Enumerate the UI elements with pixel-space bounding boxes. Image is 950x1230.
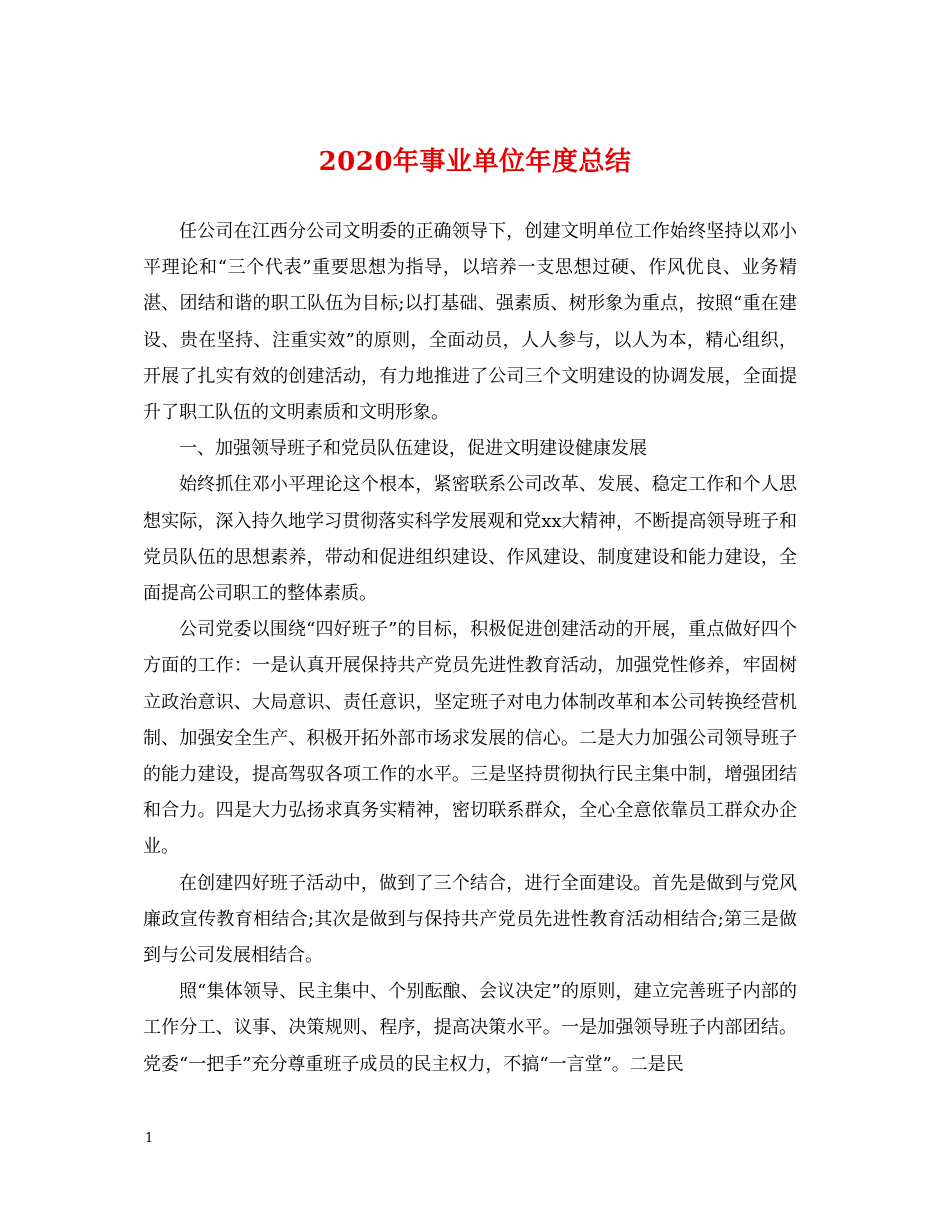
paragraph-theory-study: 始终抓住邓小平理论这个根本，紧密联系公司改革、发展、稳定工作和个人思想实际，深入持久地学习贯彻落实科学发展观和党xx大精神，不断提高领导班子和党员队伍的思想素养，带动和促进组织建设、作风建设、制度建设和能力建设，全面提高公司职工的整体素质。 [143, 474, 797, 605]
document-title: 2020年事业单位年度总结 [318, 147, 632, 177]
paragraph-three-combinations: 在创建四好班子活动中，做到了三个结合，进行全面建设。首先是做到与党风廉政宣传教育相结合;其次是做到与保持共产党员先进性教育活动相结合;第三是做到与公司发展相结合。 [143, 872, 797, 967]
paragraph-intro: 任公司在江西分公司文明委的正确领导下，创建文明单位工作始终坚持以邓小平理论和“三个代表”重要思想为指导，以培养一支思想过硬、作风优良、业务精湛、团结和谐的职工队伍为目标;以打基础、强素质、树形象为重点，按照“重在建设、贵在坚持、注重实效”的原则，全面动员，人人参与，以人为本，精心组织，开展了扎实有效的创建活动，有力地推进了公司三个文明建设的协调发展，全面提升了职工队伍的文明素质和文明形象。 [143, 221, 797, 424]
paragraph-four-good-team: 公司党委以围绕“四好班子”的目标，积极促进创建活动的开展，重点做好四个方面的工作：一是认真开展保持共产党员先进性教育活动，加强党性修养，牢固树立政治意识、大局意识、责任意识，坚定班子对电力体制改革和本公司转换经营机制、加强安全生产、积极开拓外部市场求发展的信心。二是大力加强公司领导班子的能力建设，提高驾驭各项工作的水平。三是坚持贯彻执行民主集中制，增强团结和合力。四是大力弘扬求真务实精神，密切联系群众，全心全意依靠员工群众办企业。 [143, 619, 797, 858]
page-number: 1 [145, 1131, 154, 1146]
paragraph-democratic-centralism: 照“集体领导、民主集中、个别酝酿、会议决定”的原则，建立完善班子内部的工作分工、议事、决策规则、程序，提高决策水平。一是加强领导班子内部团结。党委“一把手”充分尊重班子成员的民主权力，不搞“一言堂”。二是民 [143, 981, 797, 1075]
document-body [143, 214, 797, 1083]
section-heading-1: 一、加强领导班子和党员队伍建设，促进文明建设健康发展 [179, 438, 647, 460]
